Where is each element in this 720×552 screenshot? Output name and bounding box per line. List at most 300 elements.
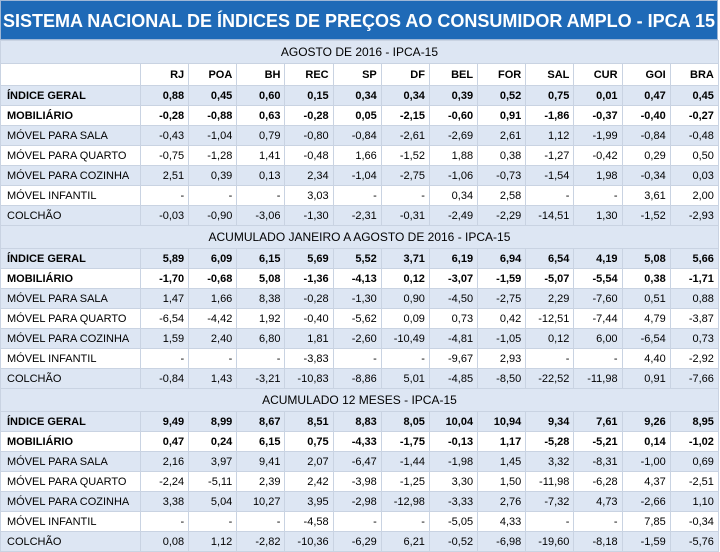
value-cell: -3,87	[670, 309, 718, 329]
value-cell: 0,12	[381, 269, 429, 289]
table-row	[1, 186, 719, 206]
value-cell: -0,80	[285, 126, 333, 146]
table-row	[1, 146, 719, 166]
value-cell: 0,34	[429, 186, 477, 206]
value-cell: -5,28	[526, 432, 574, 452]
column-header-row	[1, 64, 719, 86]
value-cell: 6,15	[237, 432, 285, 452]
value-cell: -	[189, 349, 237, 369]
value-cell: 8,67	[237, 412, 285, 432]
value-cell: 6,19	[429, 249, 477, 269]
table-row	[1, 472, 719, 492]
row-label: COLCHÃO	[1, 206, 141, 226]
value-cell: -1,59	[478, 269, 526, 289]
value-cell: -3,83	[285, 349, 333, 369]
value-cell: 0,63	[237, 106, 285, 126]
value-cell: -22,52	[526, 369, 574, 389]
value-cell: -1,02	[670, 432, 718, 452]
value-cell: 2,29	[526, 289, 574, 309]
value-cell: 0,75	[526, 86, 574, 106]
value-cell: 0,34	[381, 86, 429, 106]
column-header: SAL	[526, 64, 574, 86]
value-cell: 6,21	[381, 532, 429, 552]
value-cell: -3,21	[237, 369, 285, 389]
value-cell: -0,40	[285, 309, 333, 329]
value-cell: -	[333, 186, 381, 206]
value-cell: 2,76	[478, 492, 526, 512]
value-cell: 0,29	[622, 146, 670, 166]
value-cell: 0,34	[333, 86, 381, 106]
table-row	[1, 412, 719, 432]
value-cell: 0,88	[670, 289, 718, 309]
value-cell: 2,40	[189, 329, 237, 349]
value-cell: -2,92	[670, 349, 718, 369]
value-cell: -4,58	[285, 512, 333, 532]
column-header: GOI	[622, 64, 670, 86]
value-cell: 4,37	[622, 472, 670, 492]
value-cell: 6,09	[189, 249, 237, 269]
row-label: MÓVEL PARA QUARTO	[1, 146, 141, 166]
ipca15-table	[0, 40, 719, 552]
value-cell: -8,86	[333, 369, 381, 389]
value-cell: -14,51	[526, 206, 574, 226]
value-cell: -0,68	[189, 269, 237, 289]
value-cell: -2,69	[429, 126, 477, 146]
value-cell: -	[381, 186, 429, 206]
column-header: BEL	[429, 64, 477, 86]
value-cell: 5,08	[237, 269, 285, 289]
value-cell: -1,00	[622, 452, 670, 472]
value-cell: 3,71	[381, 249, 429, 269]
value-cell: -0,60	[429, 106, 477, 126]
value-cell: 8,99	[189, 412, 237, 432]
value-cell: -4,33	[333, 432, 381, 452]
value-cell: 3,97	[189, 452, 237, 472]
value-cell: 0,52	[478, 86, 526, 106]
value-cell: -1,27	[526, 146, 574, 166]
value-cell: 5,08	[622, 249, 670, 269]
value-cell: -0,34	[670, 512, 718, 532]
value-cell: 3,61	[622, 186, 670, 206]
row-label: MÓVEL PARA QUARTO	[1, 309, 141, 329]
value-cell: -	[141, 349, 189, 369]
value-cell: -	[574, 186, 622, 206]
value-cell: -0,52	[429, 532, 477, 552]
value-cell: 7,85	[622, 512, 670, 532]
value-cell: 0,79	[237, 126, 285, 146]
column-header: SP	[333, 64, 381, 86]
value-cell: 4,19	[574, 249, 622, 269]
value-cell: -19,60	[526, 532, 574, 552]
value-cell: -0,75	[141, 146, 189, 166]
table-row	[1, 126, 719, 146]
table-row	[1, 289, 719, 309]
row-label: MÓVEL INFANTIL	[1, 512, 141, 532]
value-cell: -1,44	[381, 452, 429, 472]
row-label: MOBILIÁRIO	[1, 432, 141, 452]
value-cell: -2,82	[237, 532, 285, 552]
value-cell: 3,03	[285, 186, 333, 206]
row-label: MÓVEL PARA SALA	[1, 289, 141, 309]
value-cell: -0,43	[141, 126, 189, 146]
value-cell: -2,51	[670, 472, 718, 492]
value-cell: -7,44	[574, 309, 622, 329]
value-cell: 1,30	[574, 206, 622, 226]
value-cell: -	[237, 512, 285, 532]
value-cell: -0,34	[622, 166, 670, 186]
value-cell: 1,66	[189, 289, 237, 309]
value-cell: -6,98	[478, 532, 526, 552]
value-cell: -4,85	[429, 369, 477, 389]
value-cell: 4,40	[622, 349, 670, 369]
table-row	[1, 349, 719, 369]
value-cell: 5,04	[189, 492, 237, 512]
value-cell: -8,18	[574, 532, 622, 552]
value-cell: -2,15	[381, 106, 429, 126]
value-cell: -5,54	[574, 269, 622, 289]
value-cell: 2,42	[285, 472, 333, 492]
value-cell: 3,32	[526, 452, 574, 472]
value-cell: 1,43	[189, 369, 237, 389]
row-label: MOBILIÁRIO	[1, 269, 141, 289]
value-cell: -2,61	[381, 126, 429, 146]
value-cell: -7,66	[670, 369, 718, 389]
value-cell: 6,94	[478, 249, 526, 269]
value-cell: -	[189, 186, 237, 206]
value-cell: 0,69	[670, 452, 718, 472]
value-cell: -	[141, 186, 189, 206]
value-cell: -2,49	[429, 206, 477, 226]
section-heading-row	[1, 389, 719, 412]
value-cell: -1,54	[526, 166, 574, 186]
value-cell: -2,60	[333, 329, 381, 349]
value-cell: 1,66	[333, 146, 381, 166]
value-cell: -5,11	[189, 472, 237, 492]
value-cell: 5,66	[670, 249, 718, 269]
value-cell: -0,42	[574, 146, 622, 166]
value-cell: 9,34	[526, 412, 574, 432]
value-cell: 1,41	[237, 146, 285, 166]
value-cell: 6,00	[574, 329, 622, 349]
value-cell: -5,21	[574, 432, 622, 452]
row-label: MÓVEL PARA COZINHA	[1, 492, 141, 512]
value-cell: -	[189, 512, 237, 532]
value-cell: 1,92	[237, 309, 285, 329]
value-cell: -1,30	[333, 289, 381, 309]
section-heading: ACUMULADO 12 MESES - IPCA-15	[1, 389, 719, 412]
value-cell: -0,31	[381, 206, 429, 226]
value-cell: 2,51	[141, 166, 189, 186]
value-cell: -7,32	[526, 492, 574, 512]
value-cell: -6,28	[574, 472, 622, 492]
value-cell: 7,61	[574, 412, 622, 432]
value-cell: -7,60	[574, 289, 622, 309]
table-row	[1, 452, 719, 472]
value-cell: 0,73	[429, 309, 477, 329]
value-cell: 0,03	[670, 166, 718, 186]
column-header: REC	[285, 64, 333, 86]
value-cell: -0,28	[285, 289, 333, 309]
row-label: COLCHÃO	[1, 369, 141, 389]
value-cell: -0,28	[285, 106, 333, 126]
value-cell: -8,31	[574, 452, 622, 472]
value-cell: -1,04	[189, 126, 237, 146]
value-cell: -1,70	[141, 269, 189, 289]
value-cell: 6,15	[237, 249, 285, 269]
value-cell: -1,86	[526, 106, 574, 126]
value-cell: -6,54	[622, 329, 670, 349]
value-cell: -5,07	[526, 269, 574, 289]
value-cell: -	[381, 512, 429, 532]
value-cell: -1,04	[333, 166, 381, 186]
value-cell: -11,98	[574, 369, 622, 389]
value-cell: -0,37	[574, 106, 622, 126]
row-label: MÓVEL INFANTIL	[1, 349, 141, 369]
value-cell: -4,42	[189, 309, 237, 329]
value-cell: 1,98	[574, 166, 622, 186]
value-cell: -0,40	[622, 106, 670, 126]
value-cell: 2,58	[478, 186, 526, 206]
table-row	[1, 269, 719, 289]
row-label: MOBILIÁRIO	[1, 106, 141, 126]
value-cell: 0,50	[670, 146, 718, 166]
value-cell: 0,12	[526, 329, 574, 349]
column-header: BH	[237, 64, 285, 86]
value-cell: -0,13	[429, 432, 477, 452]
value-cell: 8,38	[237, 289, 285, 309]
value-cell: -5,05	[429, 512, 477, 532]
value-cell: -	[381, 349, 429, 369]
row-label: MÓVEL INFANTIL	[1, 186, 141, 206]
value-cell: 0,14	[622, 432, 670, 452]
value-cell: -	[574, 512, 622, 532]
value-cell: 3,30	[429, 472, 477, 492]
value-cell: 8,83	[333, 412, 381, 432]
value-cell: -0,84	[141, 369, 189, 389]
value-cell: -	[333, 512, 381, 532]
value-cell: -1,06	[429, 166, 477, 186]
column-header: CUR	[574, 64, 622, 86]
value-cell: 10,04	[429, 412, 477, 432]
value-cell: 5,69	[285, 249, 333, 269]
value-cell: -0,28	[141, 106, 189, 126]
table-row	[1, 86, 719, 106]
section-heading: ACUMULADO JANEIRO A AGOSTO DE 2016 - IPCA-15	[1, 226, 719, 249]
value-cell: -3,06	[237, 206, 285, 226]
value-cell: -1,98	[429, 452, 477, 472]
value-cell: 1,12	[189, 532, 237, 552]
value-cell: -1,52	[622, 206, 670, 226]
value-cell: 2,93	[478, 349, 526, 369]
value-cell: 0,38	[478, 146, 526, 166]
value-cell: 0,91	[478, 106, 526, 126]
value-cell: -12,51	[526, 309, 574, 329]
sheet-title: SISTEMA NACIONAL DE ÍNDICES DE PREÇOS AO CONSUMIDOR AMPLO - IPCA 15	[0, 0, 718, 40]
value-cell: 4,73	[574, 492, 622, 512]
value-cell: 0,91	[622, 369, 670, 389]
value-cell: -0,88	[189, 106, 237, 126]
value-cell: -0,84	[333, 126, 381, 146]
value-cell: 1,17	[478, 432, 526, 452]
value-cell: -11,98	[526, 472, 574, 492]
value-cell: -1,71	[670, 269, 718, 289]
value-cell: 0,39	[429, 86, 477, 106]
value-cell: -3,07	[429, 269, 477, 289]
value-cell: 1,59	[141, 329, 189, 349]
table-row	[1, 206, 719, 226]
column-header: RJ	[141, 64, 189, 86]
value-cell: -4,13	[333, 269, 381, 289]
value-cell: 3,38	[141, 492, 189, 512]
value-cell: -0,73	[478, 166, 526, 186]
value-cell: 1,45	[478, 452, 526, 472]
section-heading: AGOSTO DE 2016 - IPCA-15	[1, 41, 719, 64]
value-cell: 0,38	[622, 269, 670, 289]
value-cell: 4,33	[478, 512, 526, 532]
value-cell: -1,05	[478, 329, 526, 349]
value-cell: 8,51	[285, 412, 333, 432]
table-row	[1, 106, 719, 126]
value-cell: -2,24	[141, 472, 189, 492]
value-cell: -	[574, 349, 622, 369]
value-cell: -	[237, 349, 285, 369]
value-cell: -2,75	[381, 166, 429, 186]
value-cell: -1,59	[622, 532, 670, 552]
value-cell: 2,07	[285, 452, 333, 472]
value-cell: -0,90	[189, 206, 237, 226]
value-cell: 1,50	[478, 472, 526, 492]
value-cell: -4,81	[429, 329, 477, 349]
value-cell: -0,27	[670, 106, 718, 126]
value-cell: 4,79	[622, 309, 670, 329]
value-cell: -	[141, 512, 189, 532]
value-cell: -	[526, 512, 574, 532]
value-cell: 2,16	[141, 452, 189, 472]
value-cell: 0,75	[285, 432, 333, 452]
value-cell: 9,26	[622, 412, 670, 432]
value-cell: 2,39	[237, 472, 285, 492]
value-cell: -10,49	[381, 329, 429, 349]
table-row	[1, 432, 719, 452]
value-cell: 1,88	[429, 146, 477, 166]
column-header: POA	[189, 64, 237, 86]
value-cell: -1,28	[189, 146, 237, 166]
value-cell: -3,33	[429, 492, 477, 512]
value-cell: -2,66	[622, 492, 670, 512]
row-label: MÓVEL PARA SALA	[1, 452, 141, 472]
value-cell: -1,99	[574, 126, 622, 146]
value-cell: 0,15	[285, 86, 333, 106]
table-row	[1, 166, 719, 186]
value-cell: 9,49	[141, 412, 189, 432]
value-cell: -1,52	[381, 146, 429, 166]
table-row	[1, 329, 719, 349]
value-cell: 0,39	[189, 166, 237, 186]
table-row	[1, 512, 719, 532]
value-cell: -10,83	[285, 369, 333, 389]
table-row	[1, 369, 719, 389]
value-cell: 1,47	[141, 289, 189, 309]
table-row	[1, 532, 719, 552]
value-cell: -1,36	[285, 269, 333, 289]
value-cell: -2,31	[333, 206, 381, 226]
value-cell: -2,75	[478, 289, 526, 309]
value-cell: -2,98	[333, 492, 381, 512]
value-cell: 3,95	[285, 492, 333, 512]
value-cell: 0,51	[622, 289, 670, 309]
value-cell: 1,12	[526, 126, 574, 146]
value-cell: 5,52	[333, 249, 381, 269]
value-cell: 0,90	[381, 289, 429, 309]
value-cell: -10,36	[285, 532, 333, 552]
value-cell: -5,76	[670, 532, 718, 552]
value-cell: -	[526, 349, 574, 369]
row-label: COLCHÃO	[1, 532, 141, 552]
value-cell: 1,81	[285, 329, 333, 349]
row-label: MÓVEL PARA COZINHA	[1, 166, 141, 186]
value-cell: 0,24	[189, 432, 237, 452]
value-cell: 10,27	[237, 492, 285, 512]
value-cell: 2,00	[670, 186, 718, 206]
row-label: ÍNDICE GERAL	[1, 412, 141, 432]
section-heading-row	[1, 41, 719, 64]
value-cell: -12,98	[381, 492, 429, 512]
corner-cell	[1, 64, 141, 86]
row-label: MÓVEL PARA SALA	[1, 126, 141, 146]
row-label: MÓVEL PARA COZINHA	[1, 329, 141, 349]
value-cell: 0,45	[189, 86, 237, 106]
table-row	[1, 492, 719, 512]
row-label: ÍNDICE GERAL	[1, 86, 141, 106]
value-cell: 0,45	[670, 86, 718, 106]
value-cell: 0,60	[237, 86, 285, 106]
value-cell: 0,47	[622, 86, 670, 106]
column-header: FOR	[478, 64, 526, 86]
value-cell: -3,98	[333, 472, 381, 492]
value-cell: -1,25	[381, 472, 429, 492]
section-heading-row	[1, 226, 719, 249]
table-row	[1, 309, 719, 329]
table-row	[1, 249, 719, 269]
value-cell: -	[237, 186, 285, 206]
value-cell: 9,41	[237, 452, 285, 472]
value-cell: 0,01	[574, 86, 622, 106]
value-cell: -6,47	[333, 452, 381, 472]
value-cell: -6,54	[141, 309, 189, 329]
value-cell: -2,29	[478, 206, 526, 226]
value-cell: -6,29	[333, 532, 381, 552]
value-cell: 0,73	[670, 329, 718, 349]
value-cell: -0,84	[622, 126, 670, 146]
value-cell: 0,42	[478, 309, 526, 329]
value-cell: -2,93	[670, 206, 718, 226]
value-cell: -	[526, 186, 574, 206]
value-cell: 0,09	[381, 309, 429, 329]
value-cell: -1,30	[285, 206, 333, 226]
value-cell: 2,61	[478, 126, 526, 146]
value-cell: 0,88	[141, 86, 189, 106]
value-cell: 6,54	[526, 249, 574, 269]
value-cell: 8,95	[670, 412, 718, 432]
value-cell: -1,75	[381, 432, 429, 452]
column-header: DF	[381, 64, 429, 86]
value-cell: -	[333, 349, 381, 369]
value-cell: 2,34	[285, 166, 333, 186]
value-cell: 0,47	[141, 432, 189, 452]
value-cell: 10,94	[478, 412, 526, 432]
value-cell: -8,50	[478, 369, 526, 389]
value-cell: 5,89	[141, 249, 189, 269]
